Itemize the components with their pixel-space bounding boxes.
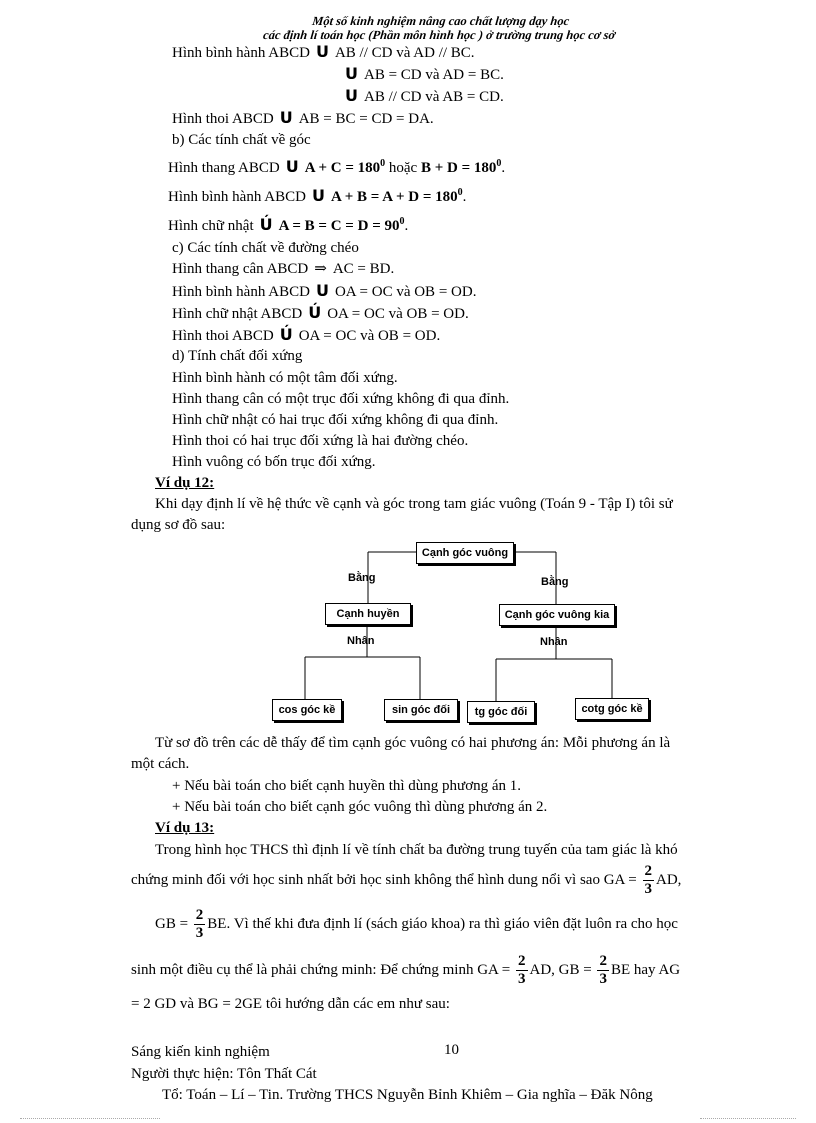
iff-symbol: Ú: [259, 215, 273, 234]
iff-symbol: U: [285, 157, 299, 176]
diagram-edge-label: Bằng: [348, 572, 376, 584]
diag-line: Hình chữ nhật ABCD Ú OA = OC và OB = OD.: [172, 303, 469, 322]
paragraph-line: Khi dạy định lí về hệ thức về cạnh và góc trong tam giác vuông (Toán 9 - Tập I) tôi sử: [155, 496, 673, 512]
footer-dotted-rule: [20, 1118, 160, 1119]
fraction: $\frac{2}{3}$: [195, 907, 204, 942]
iff-symbol: Ú: [308, 303, 322, 322]
paragraph-line: GB = $\frac{2}{3}$ BE. Vì thế khi đưa định lí (sách giáo khoa) ra thì giáo viên đặt luôn ra cho học: [155, 907, 678, 942]
prop-line: Hình thoi ABCD U AB = BC = CD = DA.: [172, 108, 434, 127]
fraction: $\frac{2}{3}$: [599, 953, 607, 988]
sym-line: Hình thoi có hai trục đối xứng là hai đường chéo.: [172, 433, 469, 449]
diag-line: Hình bình hành ABCD U OA = OC và OB = OD.: [172, 281, 477, 300]
angle-line: Hình chữ nhật Ú $A = B = C = D = 90^0$.: [168, 215, 409, 234]
section-title-b: b) Các tính chất về góc: [172, 132, 311, 148]
section-title-c: c) Các tính chất về đường chéo: [172, 240, 359, 256]
paragraph-line: Trong hình học THCS thì định lí về tính chất ba đường trung tuyến của tam giác là khó: [155, 842, 678, 858]
angle-line: Hình bình hành ABCD U $A + B = A + D = 180^0$.: [168, 186, 467, 205]
diagram-edge-label: Nhân: [540, 636, 568, 648]
footer-author: Người thực hiện: Tôn Thất Cát: [131, 1066, 317, 1082]
diagram-node-other-leg: Cạnh góc vuông kia: [499, 604, 615, 626]
sym-line: Hình thang cân có một trục đối xứng không đi qua đỉnh.: [172, 391, 510, 407]
paragraph-line: sinh một điều cụ thể là phải chứng minh: Để chứng minh GA = $\frac{2}{3}$ AD, GB = $\frac{2}{3}$ BE hay AG: [131, 953, 681, 988]
paragraph-line: Từ sơ đồ trên các dễ thấy để tìm cạnh góc vuông có hai phương án: Mỗi phương án là: [155, 735, 671, 751]
paragraph-line: + Nếu bài toán cho biết cạnh huyền thì dùng phương án 1.: [172, 778, 522, 794]
section-title-d: d) Tính chất đối xứng: [172, 348, 303, 364]
fraction: $\frac{2}{3}$: [644, 863, 653, 898]
diagram-leaf-cos: cos góc kề: [272, 699, 342, 721]
sym-line: Hình chữ nhật có hai trục đối xứng không đi qua đỉnh.: [172, 412, 499, 428]
header-line-1: Một số kinh nghiệm nâng cao chất lượng dạy học: [311, 14, 570, 28]
prop-line: Hình bình hành ABCD U AB // CD và AD // BC.: [172, 42, 475, 61]
diagram-leaf-cotg: cotg góc kề: [575, 698, 649, 720]
sym-line: Hình vuông có bốn trục đối xứng.: [172, 454, 376, 470]
example-12-title: Ví dụ 12:: [155, 475, 215, 491]
paragraph-line: + Nếu bài toán cho biết cạnh góc vuông thì dùng phương án 2.: [172, 799, 548, 815]
diagram-leaf-tg: tg góc đối: [467, 701, 535, 723]
page-number: 10: [444, 1042, 459, 1058]
fraction: $\frac{2}{3}$: [518, 953, 526, 988]
iff-symbol: Ú: [279, 325, 293, 344]
implies-symbol: ⇒: [314, 261, 327, 277]
iff-symbol: U: [345, 64, 358, 83]
paragraph-line: chứng minh đối với học sinh nhất bởi học sinh không thể hình dung nổi vì sao GA = $\frac{2}{3}$ AD,: [131, 863, 682, 898]
footer-school: Tổ: Toán – Lí – Tin. Trường THCS Nguyễn Bỉnh Khiêm – Gia nghĩa – Đăk Nông: [162, 1087, 653, 1103]
paragraph-line: = 2 GD và BG = 2GE tôi hướng dẫn các em như sau:: [131, 996, 450, 1012]
header-line-2: các định lí toán học (Phần môn hình học ) ở trường trung học cơ sở: [262, 28, 617, 42]
prop-line: U AB = CD và AD = BC.: [345, 64, 504, 83]
footer-dotted-rule: [700, 1118, 796, 1119]
prop-line: U AB // CD và AB = CD.: [345, 86, 504, 105]
iff-symbol: U: [279, 108, 293, 127]
footer-title: Sáng kiến kinh nghiệm: [131, 1044, 270, 1060]
iff-symbol: U: [345, 86, 358, 105]
paragraph-line: một cách.: [131, 756, 190, 772]
iff-symbol: U: [315, 281, 329, 300]
diagram-node-hypotenuse: Cạnh huyền: [325, 603, 411, 625]
diagram-edge-label: Nhân: [347, 635, 375, 647]
sym-line: Hình bình hành có một tâm đối xứng.: [172, 370, 398, 386]
diag-line: Hình thoi ABCD Ú OA = OC và OB = OD.: [172, 325, 441, 344]
iff-symbol: U: [315, 42, 329, 61]
diagram-edge-label: Bằng: [541, 576, 569, 588]
angle-line: Hình thang ABCD U $A + C = 180^0$ hoặc $B + D = 180^0$.: [168, 157, 506, 176]
diag-line: Hình thang cân ABCD ⇒ AC = BD.: [172, 261, 395, 277]
diagram-leaf-sin: sin góc đối: [384, 699, 458, 721]
example-13-title: Ví dụ 13:: [155, 820, 215, 836]
iff-symbol: U: [311, 186, 325, 205]
diagram-node-root: Cạnh góc vuông: [416, 542, 514, 564]
paragraph-line: dụng sơ đồ sau:: [131, 517, 226, 533]
